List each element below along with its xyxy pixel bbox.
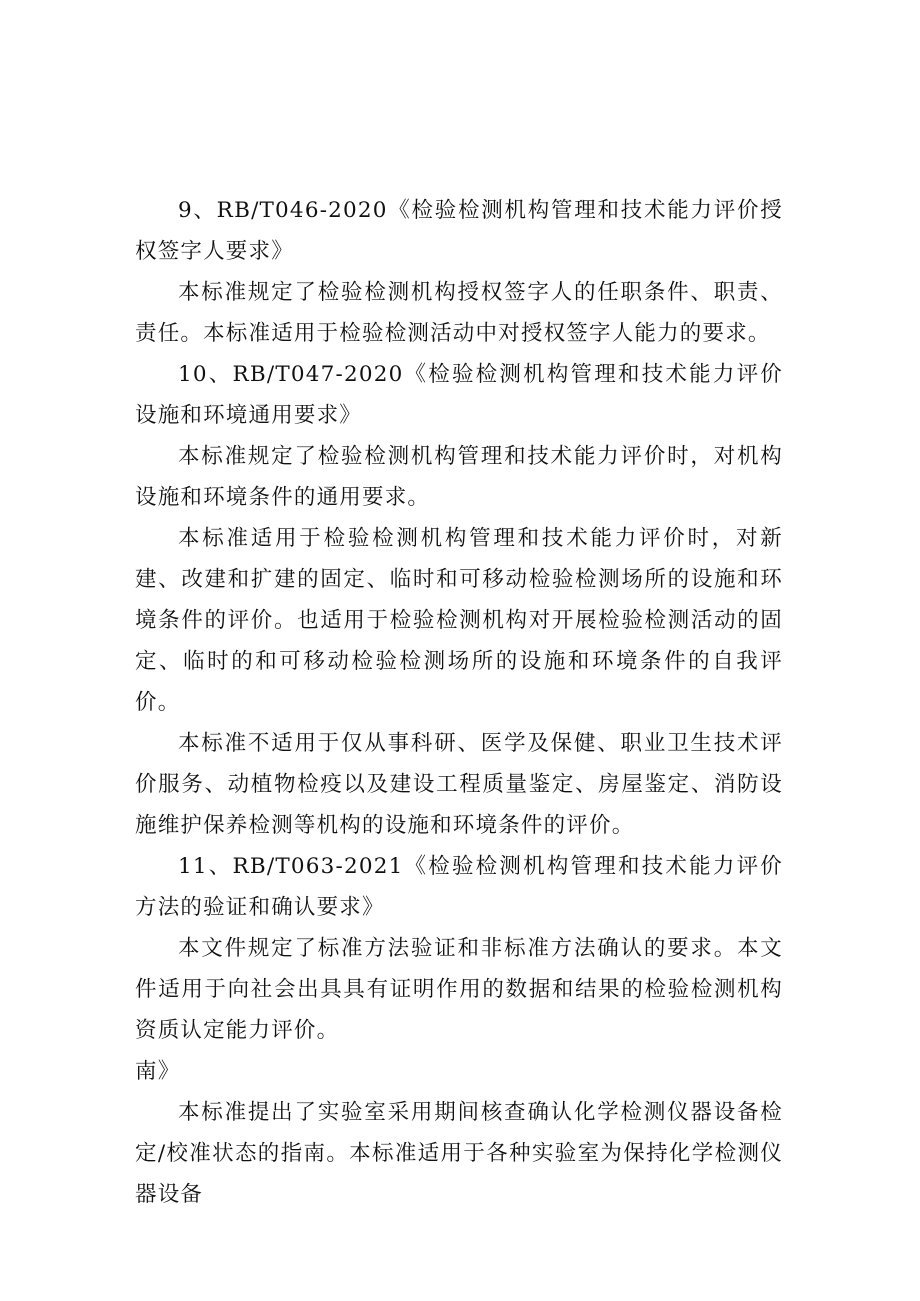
document-body: [135, 190, 783, 1215]
item-9-heading: 9、RB/T046-2020《检验检测机构管理和技术能力评价授权签字人要求》: [135, 198, 783, 264]
item-11-heading: 11、RB/T063-2021《检验检测机构管理和技术能力评价方法的验证和确认要求》: [135, 854, 783, 920]
item-12-body: 本标准提出了实验室采用期间核查确认化学检测仪器设备检定/校准状态的指南。本标准适用于各种实验室为保持化学检测仪器设备: [135, 1100, 783, 1207]
fragment-nan: 南》: [135, 1059, 181, 1084]
item-10-heading: 10、RB/T047-2020《检验检测机构管理和技术能力评价设施和环境通用要求》: [135, 362, 783, 428]
item-11-body: 本文件规定了标准方法验证和非标准方法确认的要求。本文件适用于向社会出具具有证明作用的数据和结果的检验检测机构资质认定能力评价。: [135, 936, 783, 1043]
item-9-body: 本标准规定了检验检测机构授权签字人的任职条件、职责、责任。本标准适用于检验检测活动中对授权签字人能力的要求。: [135, 280, 783, 346]
item-10-body-2: 本标准适用于检验检测机构管理和技术能力评价时，对新建、改建和扩建的固定、临时和可移动检验检测场所的设施和环境条件的评价。也适用于检验检测机构对开展检验检测活动的固定、临时的和可移动检验检测场所的设施和环境条件的自我评价。: [135, 526, 783, 715]
item-10-body-1: 本标准规定了检验检测机构管理和技术能力评价时，对机构设施和环境条件的通用要求。: [135, 444, 783, 510]
item-10-body-3: 本标准不适用于仅从事科研、医学及保健、职业卫生技术评价服务、动植物检疫以及建设工程质量鉴定、房屋鉴定、消防设施维护保养检测等机构的设施和环境条件的评价。: [135, 731, 783, 838]
